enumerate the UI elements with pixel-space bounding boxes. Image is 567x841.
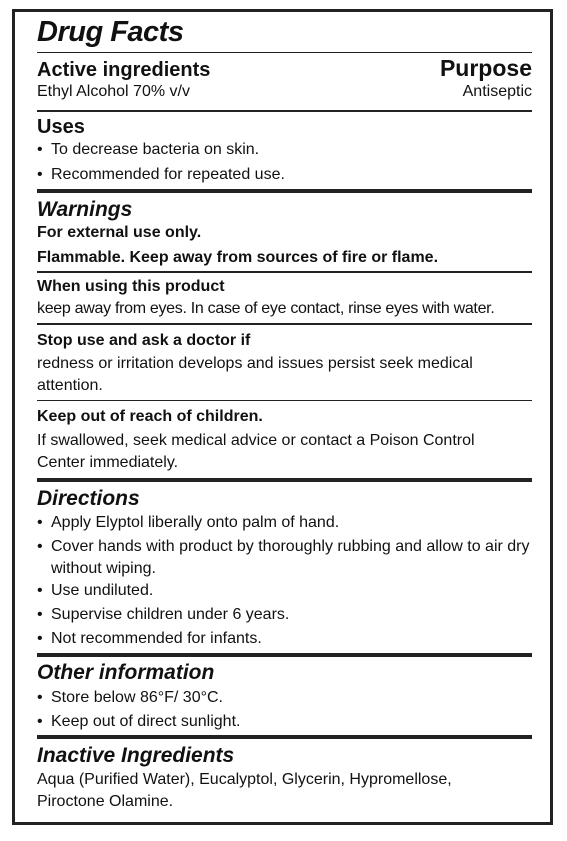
when-using-heading: When using this product — [37, 278, 225, 295]
inactive-ingredients-heading: Inactive Ingredients — [37, 744, 235, 767]
active-ingredient-row — [37, 81, 532, 103]
other-information-list — [37, 687, 532, 733]
page-title: Drug Facts — [37, 16, 184, 48]
inactive-ingredients-text: Aqua (Purified Water), Eucalyptol, Glycerin, Hypromellose, Piroctone Olamine. — [37, 771, 452, 810]
list-item: • Apply Elyptol liberally onto palm of hand. — [37, 512, 532, 534]
divider — [37, 478, 532, 482]
divider — [37, 189, 532, 193]
stop-use-heading: Stop use and ask a doctor if — [37, 332, 251, 349]
drug-facts-panel — [12, 9, 553, 825]
active-ingredients-heading: Active ingredients — [37, 59, 211, 81]
divider — [37, 52, 532, 53]
list-item: • Keep out of direct sunlight. — [37, 711, 532, 733]
list-item: • Cover hands with product by thoroughly rubbing and allow to air dry without wiping. — [37, 536, 532, 580]
list-item: • Supervise children under 6 years. — [37, 604, 532, 626]
keep-out-text: If swallowed, seek medical advice or contact a Poison Control Center immediately. — [37, 432, 475, 471]
warning-external-use: For external use only. — [37, 224, 202, 241]
divider — [37, 271, 532, 273]
divider — [37, 400, 532, 401]
purpose-value: Antiseptic — [462, 83, 532, 100]
list-item: • Recommended for repeated use. — [37, 164, 532, 186]
divider — [37, 323, 532, 325]
divider — [37, 653, 532, 657]
active-ingredient: Ethyl Alcohol 70% v/v — [37, 83, 190, 100]
list-item: • To decrease bacteria on skin. — [37, 139, 532, 161]
directions-list — [37, 512, 532, 650]
list-item: • Store below 86°F/ 30°C. — [37, 687, 532, 709]
warnings-heading: Warnings — [37, 198, 133, 221]
purpose-heading: Purpose — [439, 55, 532, 81]
directions-heading: Directions — [37, 487, 140, 510]
active-ingredients-header-row — [37, 56, 532, 82]
warning-flammable: Flammable. Keep away from sources of fire or flame. — [37, 249, 439, 266]
divider — [37, 110, 532, 112]
list-item: • Use undiluted. — [37, 580, 532, 602]
list-item: • Not recommended for infants. — [37, 628, 532, 650]
uses-list — [37, 139, 532, 186]
stop-use-text: redness or irritation develops and issues persist seek medical attention. — [37, 355, 473, 394]
when-using-text: keep away from eyes. In case of eye contact, rinse eyes with water. — [37, 300, 495, 317]
keep-out-heading: Keep out of reach of children. — [37, 408, 263, 425]
other-information-heading: Other information — [37, 661, 215, 684]
divider — [37, 735, 532, 739]
uses-heading: Uses — [37, 116, 85, 138]
